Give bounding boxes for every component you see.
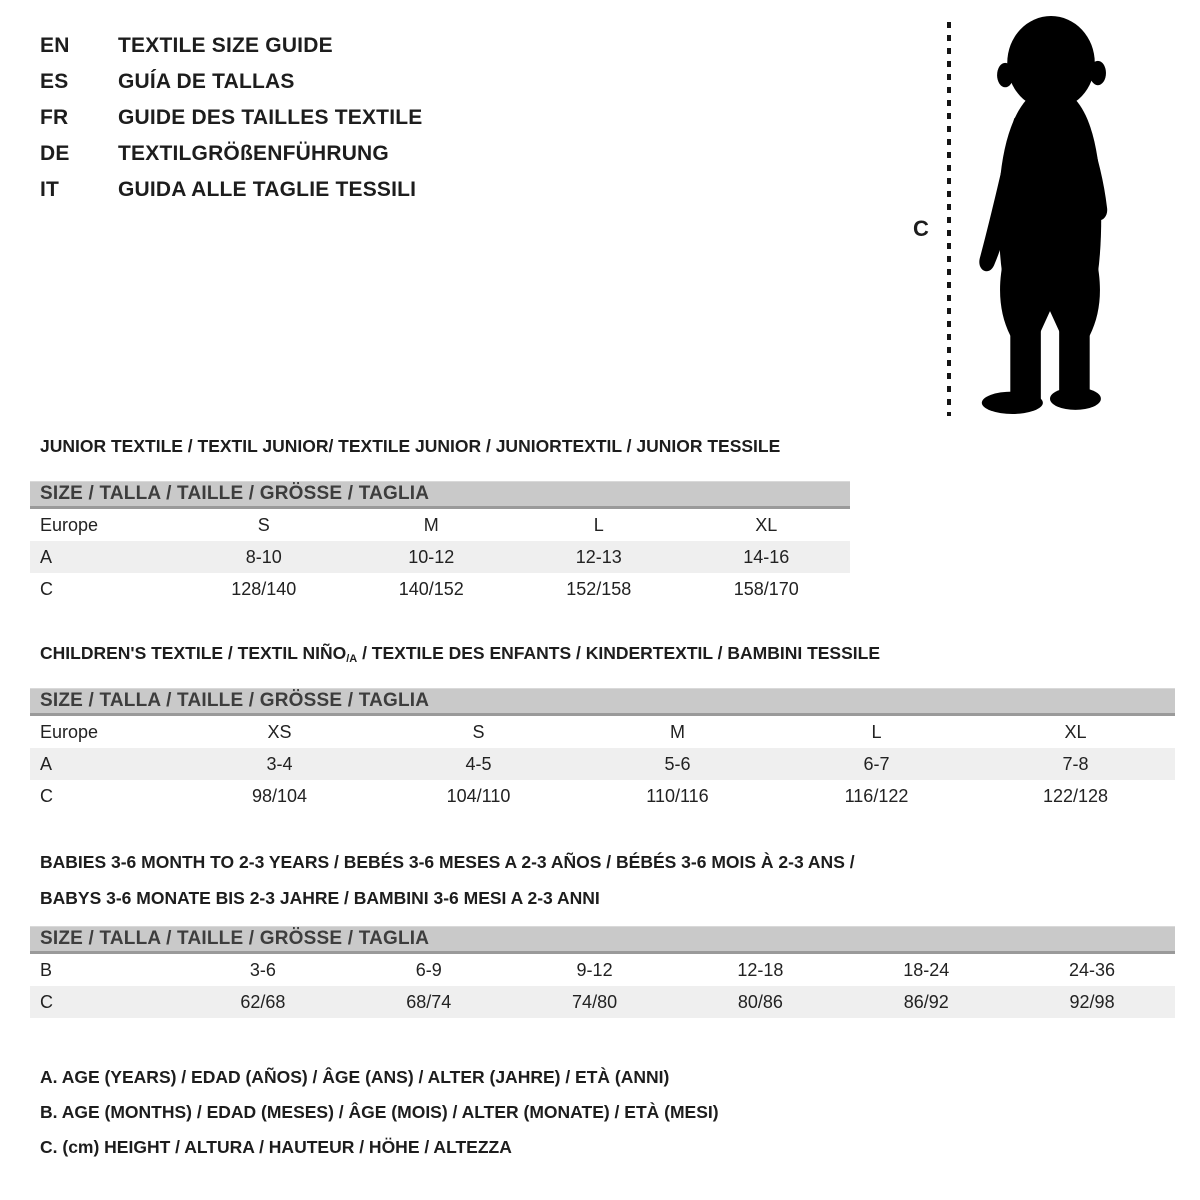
table-cell: 80/86 [737,991,783,1012]
table-cell: XL [1064,721,1087,742]
table-row [30,780,1175,812]
table-row [30,541,850,573]
table-cell: 62/68 [240,991,286,1012]
table-cell: 74/80 [572,991,618,1012]
table-cell: 18-24 [903,959,950,980]
language-code: EN [40,34,70,57]
row-label: A [40,753,53,774]
table-row [30,954,1175,986]
guide-title: GUIDE DES TAILLES TEXTILE [118,106,423,129]
language-code: FR [40,106,69,129]
row-label: Europe [40,721,99,742]
heading-line: BABIES 3-6 MONTH TO 2-3 YEARS / BEBÉS 3-6 MESES A 2-3 AÑOS / BÉBÉS 3-6 MOIS À 2-3 ANS / [40,852,855,872]
table-cell: XL [755,514,778,535]
table-cell: 116/122 [844,785,909,806]
table-cell: 14-16 [743,546,790,567]
language-row [40,64,422,100]
table-cell: S [472,721,485,742]
table-cell: 128/140 [231,578,297,599]
language-code: ES [40,70,69,93]
table-cell: 6-7 [863,753,890,774]
legend-line-a: A. AGE (YEARS) / EDAD (AÑOS) / ÂGE (ANS) / ALTER (JAHRE) / ETÀ (ANNI) [40,1067,670,1087]
guide-title: TEXTILE SIZE GUIDE [118,34,333,57]
table-cell: 3-6 [249,959,276,980]
section-heading-babies [40,844,1000,916]
table-cell: 7-8 [1062,753,1089,774]
babies-size-table [30,926,1175,1018]
junior-size-table [30,481,850,605]
section-heading-junior: JUNIOR TEXTILE / TEXTIL JUNIOR/ TEXTILE JUNIOR / JUNIORTEXTIL / JUNIOR TESSILE [40,436,781,456]
table-cell: 8-10 [245,546,282,567]
table-row [30,986,1175,1018]
table-row [30,573,850,605]
language-code: DE [40,142,70,165]
table-cell: 68/74 [406,991,452,1012]
table-cell: 140/152 [398,578,464,599]
table-cell: 152/158 [566,578,632,599]
table-cell: 86/92 [903,991,949,1012]
language-row [40,136,422,172]
table-cell: 4-5 [465,753,492,774]
table-cell: 98/104 [251,785,308,806]
size-header-bar: SIZE / TALLA / TAILLE / GRÖSSE / TAGLIA [30,926,1175,954]
row-label: A [40,546,53,567]
table-cell: 24-36 [1069,959,1116,980]
row-label: C [40,785,53,806]
table-cell: 158/170 [733,578,799,599]
table-cell: 92/98 [1069,991,1115,1012]
legend-line-b: B. AGE (MONTHS) / EDAD (MESES) / ÂGE (MOIS) / ALTER (MONATE) / ETÀ (MESI) [40,1102,719,1122]
table-cell: L [593,514,604,535]
table-cell: L [871,721,882,742]
legend [40,1060,719,1165]
table-row [30,748,1175,780]
language-row [40,28,422,64]
language-code: IT [40,178,60,201]
guide-title: GUÍA DE TALLAS [118,70,295,93]
heading-text: CHILDREN'S TEXTILE / TEXTIL NIÑO [40,643,347,663]
heading-text: / TEXTILE DES ENFANTS / KINDERTEXTIL / BAMBINI TESSILE [357,643,880,663]
table-cell: XS [267,721,292,742]
table-cell: 104/110 [446,785,511,806]
table-cell: 12-18 [737,959,784,980]
table-cell: 5-6 [664,753,691,774]
language-row [40,172,422,208]
size-header-bar: SIZE / TALLA / TAILLE / GRÖSSE / TAGLIA [30,481,850,509]
table-cell: 122/128 [1042,785,1109,806]
table-cell: S [257,514,270,535]
table-row [30,716,1175,748]
height-dashed-line [947,22,951,416]
row-label: C [40,991,53,1012]
row-label: Europe [40,514,99,535]
table-cell: M [670,721,685,742]
row-label: C [40,578,53,599]
table-cell: 9-12 [576,959,613,980]
table-cell: 10-12 [408,546,455,567]
section-heading-children [40,643,880,665]
guide-title: GUIDA ALLE TAGLIE TESSILI [118,178,417,201]
table-cell: 6-9 [415,959,442,980]
heading-subscript: /A [346,653,358,665]
guide-title: TEXTILGRÖßENFÜHRUNG [118,142,389,165]
size-header-bar: SIZE / TALLA / TAILLE / GRÖSSE / TAGLIA [30,688,1175,716]
table-row [30,509,850,541]
language-title-list [40,28,422,208]
toddler-silhouette-icon [962,14,1138,416]
row-label: B [40,959,53,980]
children-size-table [30,688,1175,812]
table-cell: 3-4 [266,753,293,774]
table-cell: 12-13 [575,546,622,567]
table-cell: 110/116 [646,785,709,806]
heading-line: BABYS 3-6 MONATE BIS 2-3 JAHRE / BAMBINI 3-6 MESI A 2-3 ANNI [40,888,600,908]
height-measure-label: C [913,216,929,241]
language-row [40,100,422,136]
legend-line-c: C. (cm) HEIGHT / ALTURA / HAUTEUR / HÖHE / ALTEZZA [40,1137,512,1157]
table-cell: M [423,514,439,535]
